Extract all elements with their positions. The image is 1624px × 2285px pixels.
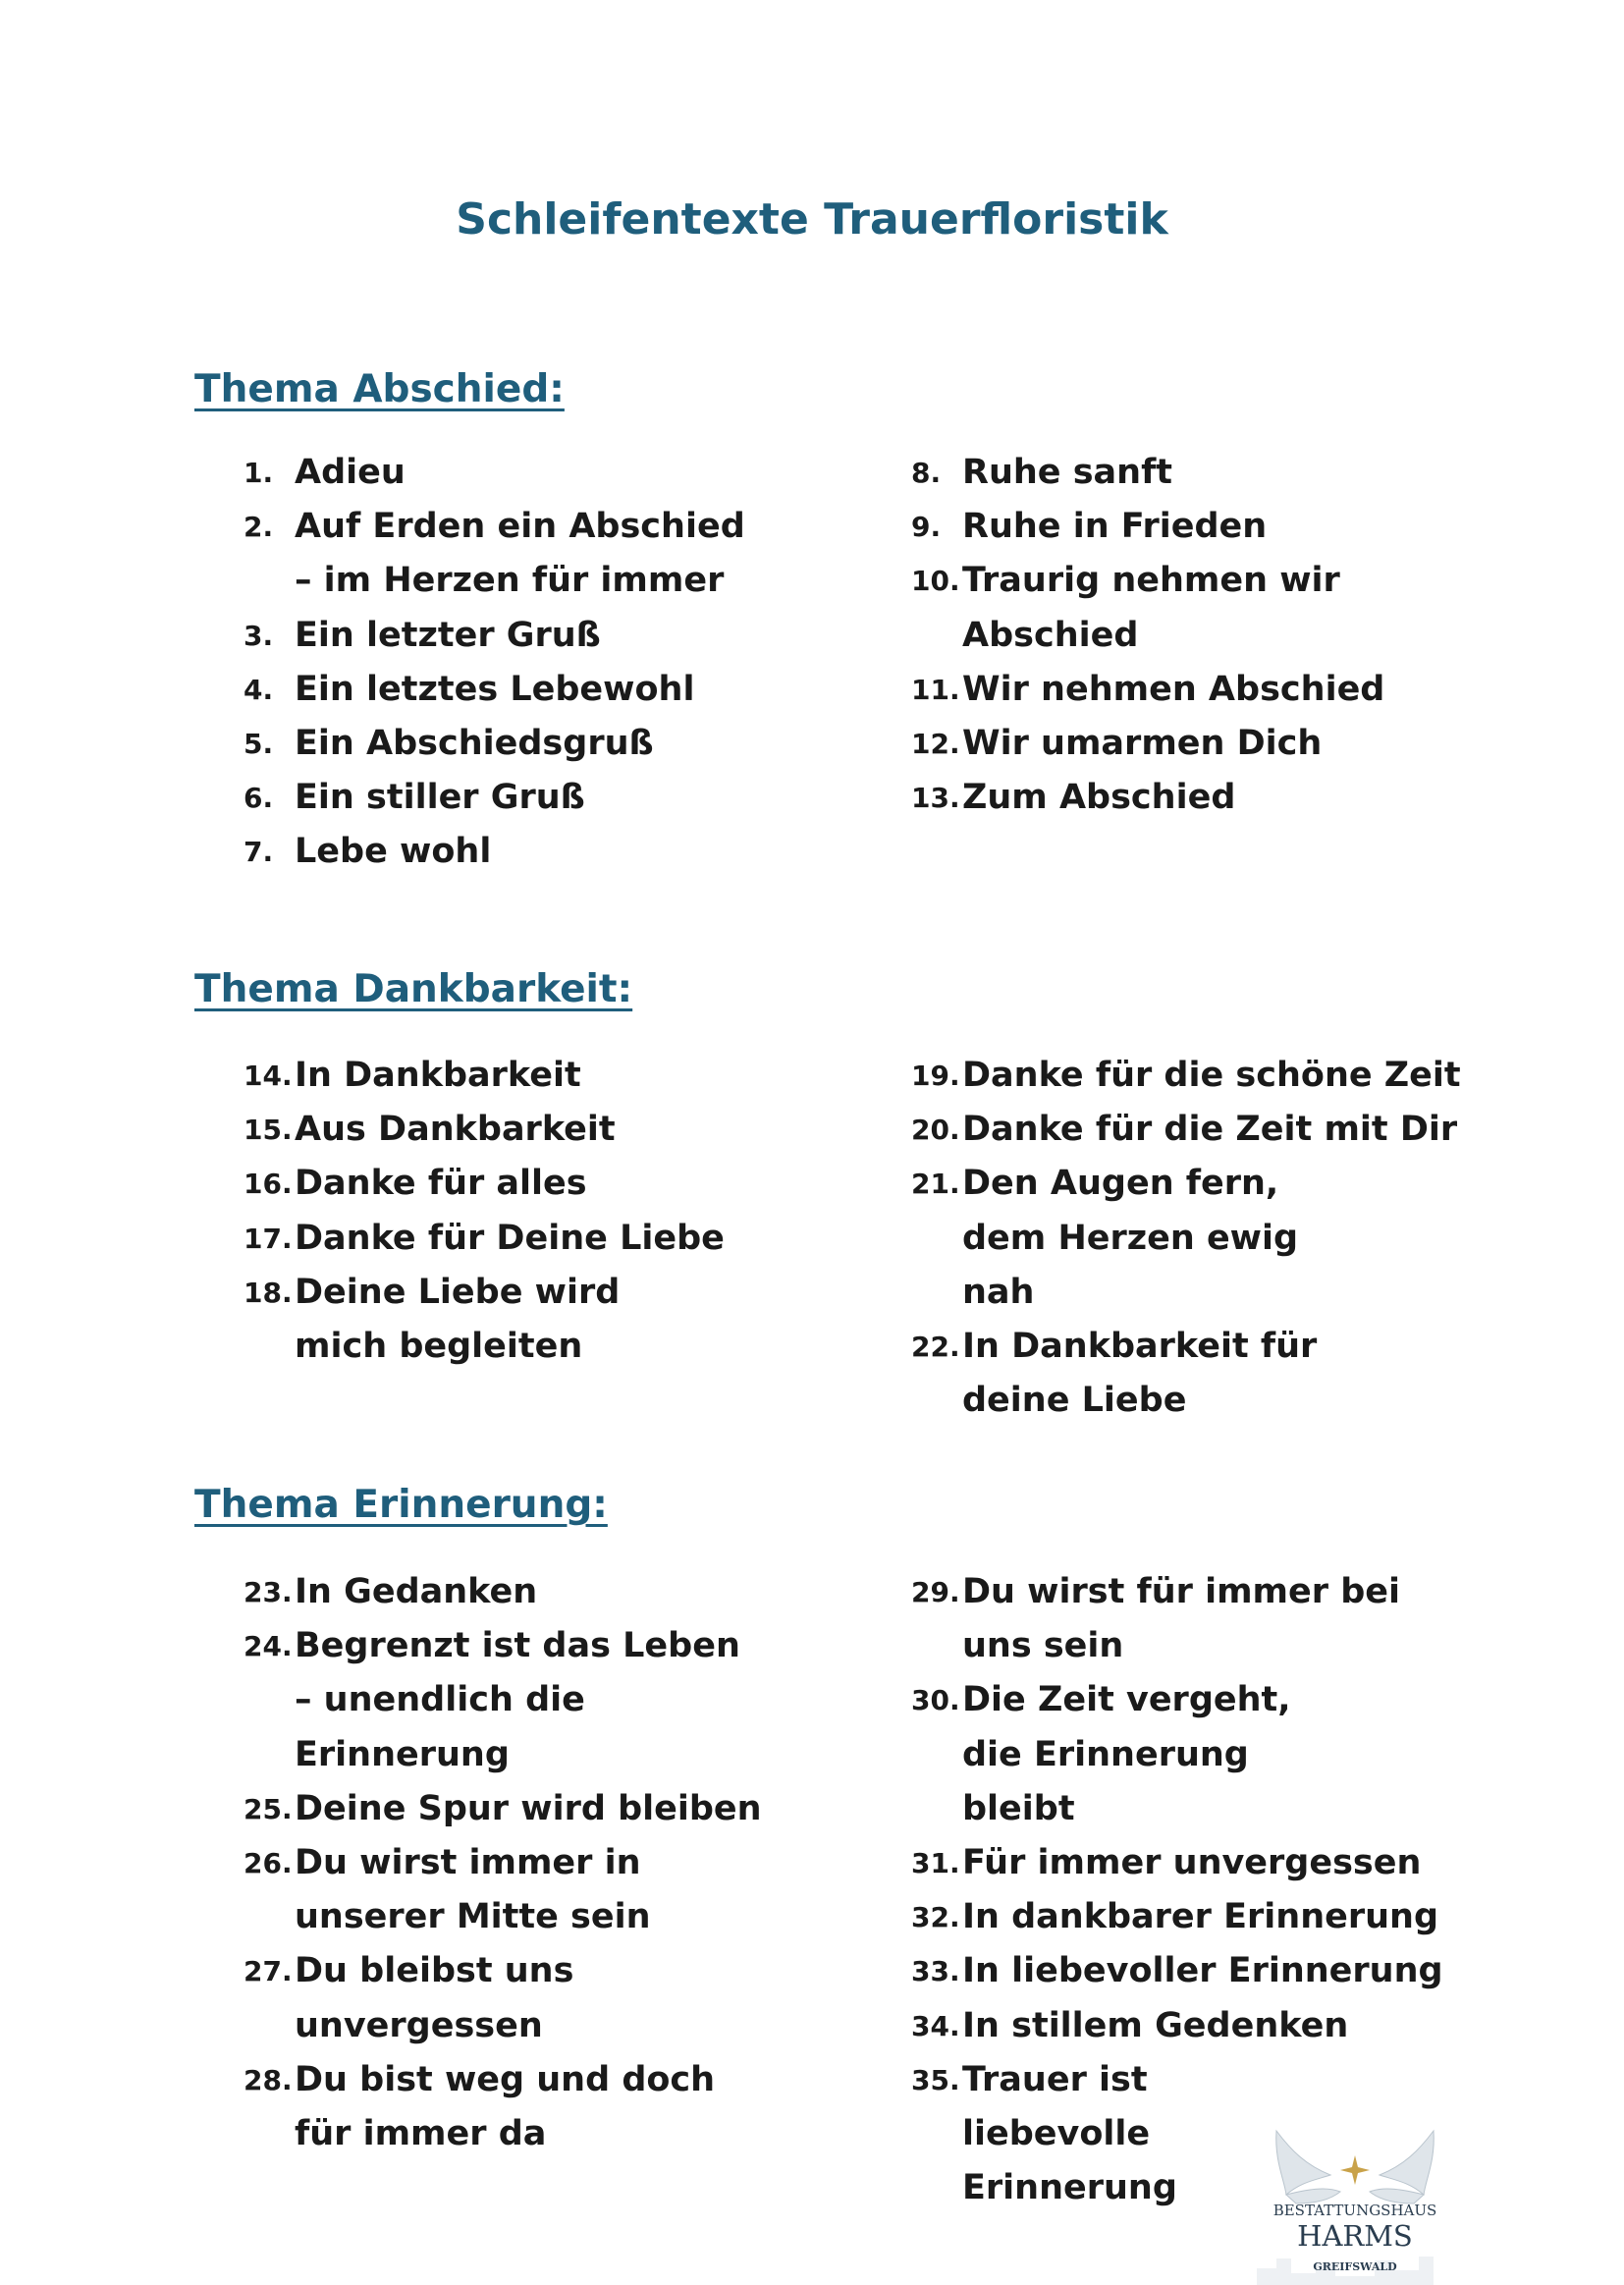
list-item: 16. Danke für alles [244,1164,587,1204]
list-item: 12. Wir umarmen Dich [911,724,1323,764]
list-item: 8. Ruhe sanft [911,453,1173,492]
list-item: 1. Adieu [244,453,406,492]
list-item: 27. Du bleibst uns unvergessen [244,1951,574,2045]
star-icon [1340,2155,1370,2185]
list-item: 19. Danke für die schöne Zeit [911,1056,1461,1095]
list-item: 7. Lebe wohl [244,832,492,872]
logo-line-2: HARMS [1297,2219,1413,2253]
list-item: 13. Zum Abschied [911,778,1236,818]
list-abschied-left [244,446,833,880]
logo-line-3: GREIFSWALD [1313,2260,1397,2273]
list-item: 5. Ein Abschiedsgruß [244,724,654,764]
document-title: Schleifentexte Trauerfloristik [456,194,1168,245]
list-item: 32. In dankbarer Erinnerung [911,1897,1438,1937]
list-item: 25. Deine Spur wird bleiben [244,1788,762,1828]
list-item: 15. Aus Dankbarkeit [244,1110,616,1150]
list-item: 22. In Dankbarkeit für deine Liebe [911,1327,1318,1421]
section-heading-abschied: Thema Abschied: [194,367,565,411]
list-item: 2. Auf Erden ein Abschied – im Herzen für immer [244,507,745,601]
list-item: 6. Ein stiller Gruß [244,778,585,818]
list-item: 26. Du wirst immer in unserer Mitte sein [244,1843,651,1937]
list-erinnerung-right [911,1565,1481,2215]
list-item: 29. Du wirst für immer bei uns sein [911,1572,1400,1666]
list-item: 17. Danke für Deine Liebe [244,1218,725,1258]
list-item: 11. Wir nehmen Abschied [911,669,1385,709]
list-item: 14. In Dankbarkeit [244,1056,581,1095]
list-item: 23. In Gedanken [244,1572,538,1611]
list-item: 34. In stillem Gedenken [911,2005,1349,2045]
list-item: 24. Begrenzt ist das Leben – unendlich die Erinnerung [244,1626,740,1774]
section-heading-erinnerung: Thema Erinnerung: [194,1483,608,1527]
list-item: 28. Du bist weg und doch für immer da [244,2059,716,2154]
list-item: 30. Die Zeit vergeht, die Erinnerung bleibt [911,1680,1291,1828]
logo-line-1: BESTATTUNGSHAUS [1272,2202,1437,2219]
list-item: 31. Für immer unvergessen [911,1843,1422,1883]
list-dankbarkeit-left [244,1049,833,1374]
list-item: 20. Danke für die Zeit mit Dir [911,1110,1458,1150]
list-item: 10. Traurig nehmen wir Abschied [911,561,1340,655]
section-heading-dankbarkeit: Thema Dankbarkeit: [194,967,633,1011]
list-item: 35. Trauer ist liebevolle Erinnerung [911,2059,1177,2208]
list-item: 33. In liebevoller Erinnerung [911,1951,1443,1991]
list-dankbarkeit-right [911,1049,1481,1428]
list-abschied-right [911,446,1481,825]
list-item: 9. Ruhe in Frieden [911,507,1268,547]
list-item: 21. Den Augen fern, dem Herzen ewig nah [911,1164,1299,1312]
list-erinnerung-left [244,1565,833,2161]
list-item: 3. Ein letzter Gruß [244,615,601,655]
list-item: 4. Ein letztes Lebewohl [244,669,695,709]
list-item: 18. Deine Liebe wird mich begleiten [244,1272,621,1367]
